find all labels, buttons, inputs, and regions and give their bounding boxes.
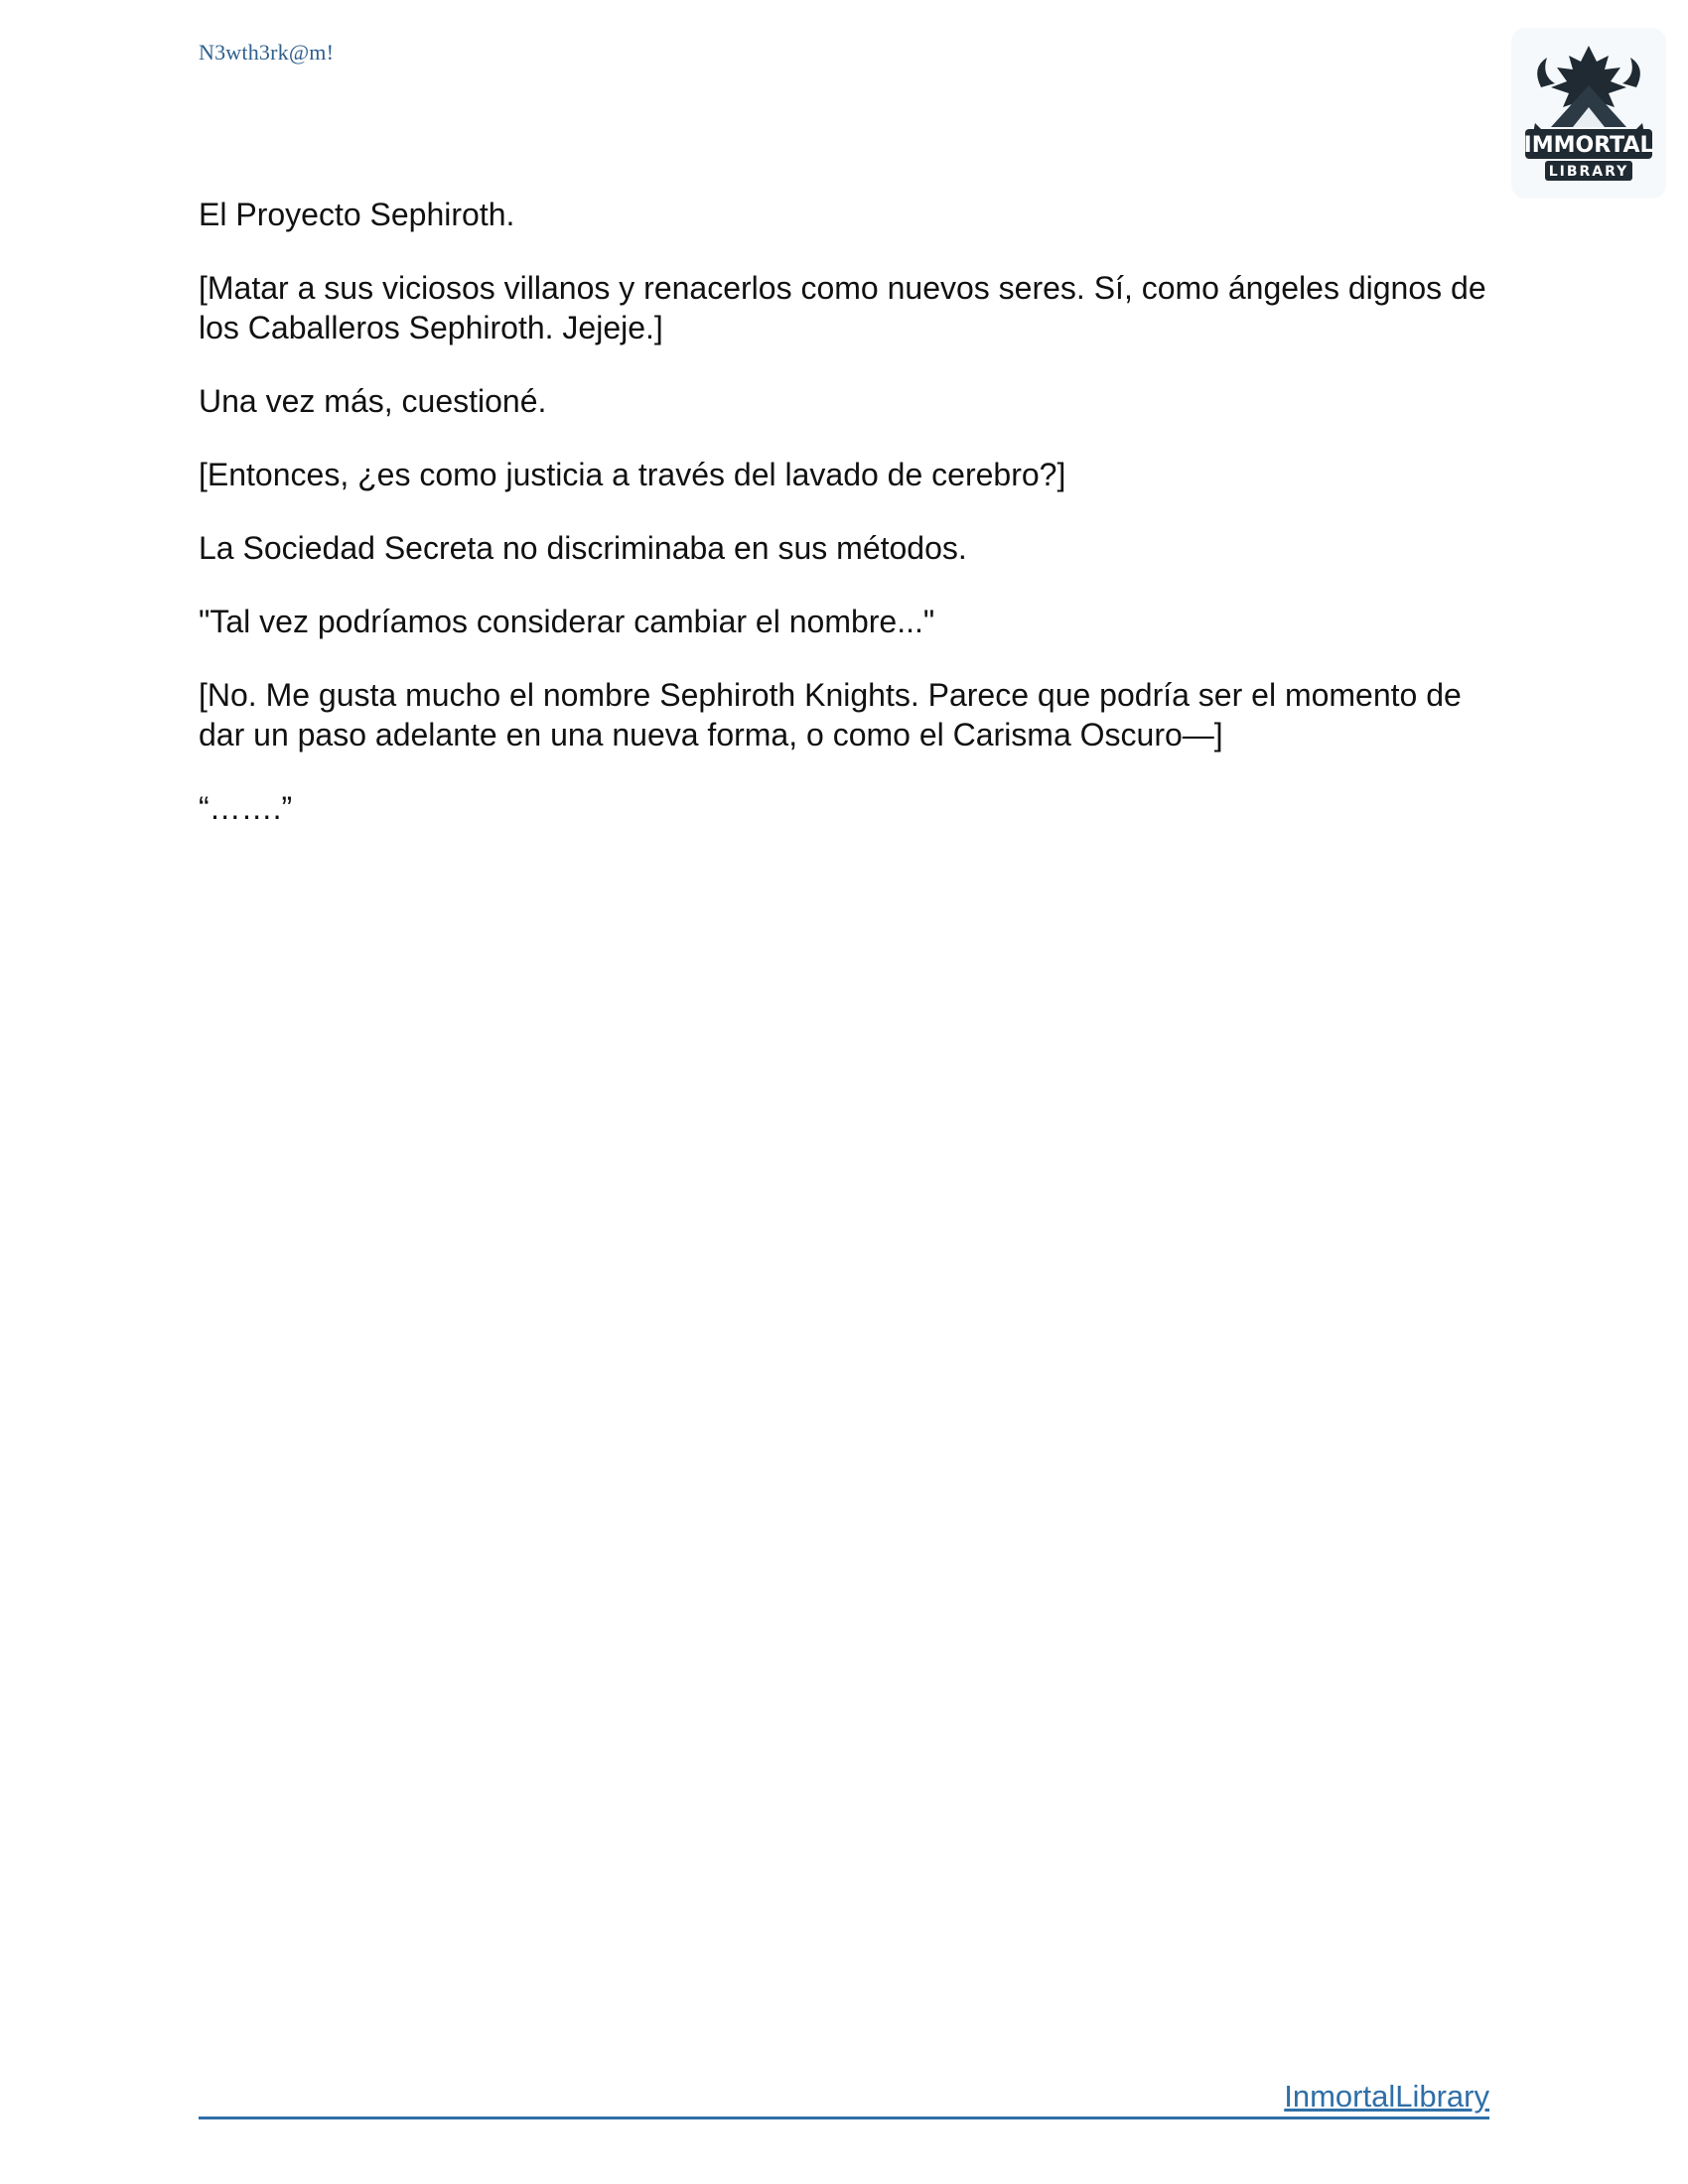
paragraph: "Tal vez podríamos considerar cambiar el nombre...": [199, 604, 935, 639]
paragraph: El Proyecto Sephiroth.: [199, 197, 515, 232]
paragraph: “…….”: [199, 790, 293, 826]
footer-library-link[interactable]: InmortalLibrary: [1284, 2079, 1489, 2114]
logo-text-line1: IMMORTAL: [1523, 133, 1654, 158]
immortal-library-logo: [1511, 28, 1666, 199]
paragraph: [No. Me gusta mucho el nombre Sephiroth Knights. Parece que podría ser el momento de dar un paso adelante en una nueva forma, o como el Carisma Oscuro—]: [199, 677, 1471, 752]
logo-emblem: [1511, 28, 1666, 199]
paragraph: [Matar a sus viciosos villanos y renacerlos como nuevos seres. Sí, como ángeles dignos de los Caballeros Sephiroth. Jejeje.]: [199, 270, 1495, 345]
page-footer: [199, 2079, 1489, 2119]
document-body: [199, 195, 1495, 862]
logo-text-line2: LIBRARY: [1548, 164, 1629, 180]
paragraph: La Sociedad Secreta no discriminaba en sus métodos.: [199, 530, 967, 566]
header-watermark: N3wth3rk@m!: [199, 40, 335, 65]
paragraph: [Entonces, ¿es como justicia a través del lavado de cerebro?]: [199, 457, 1066, 492]
paragraph: Una vez más, cuestioné.: [199, 383, 547, 419]
